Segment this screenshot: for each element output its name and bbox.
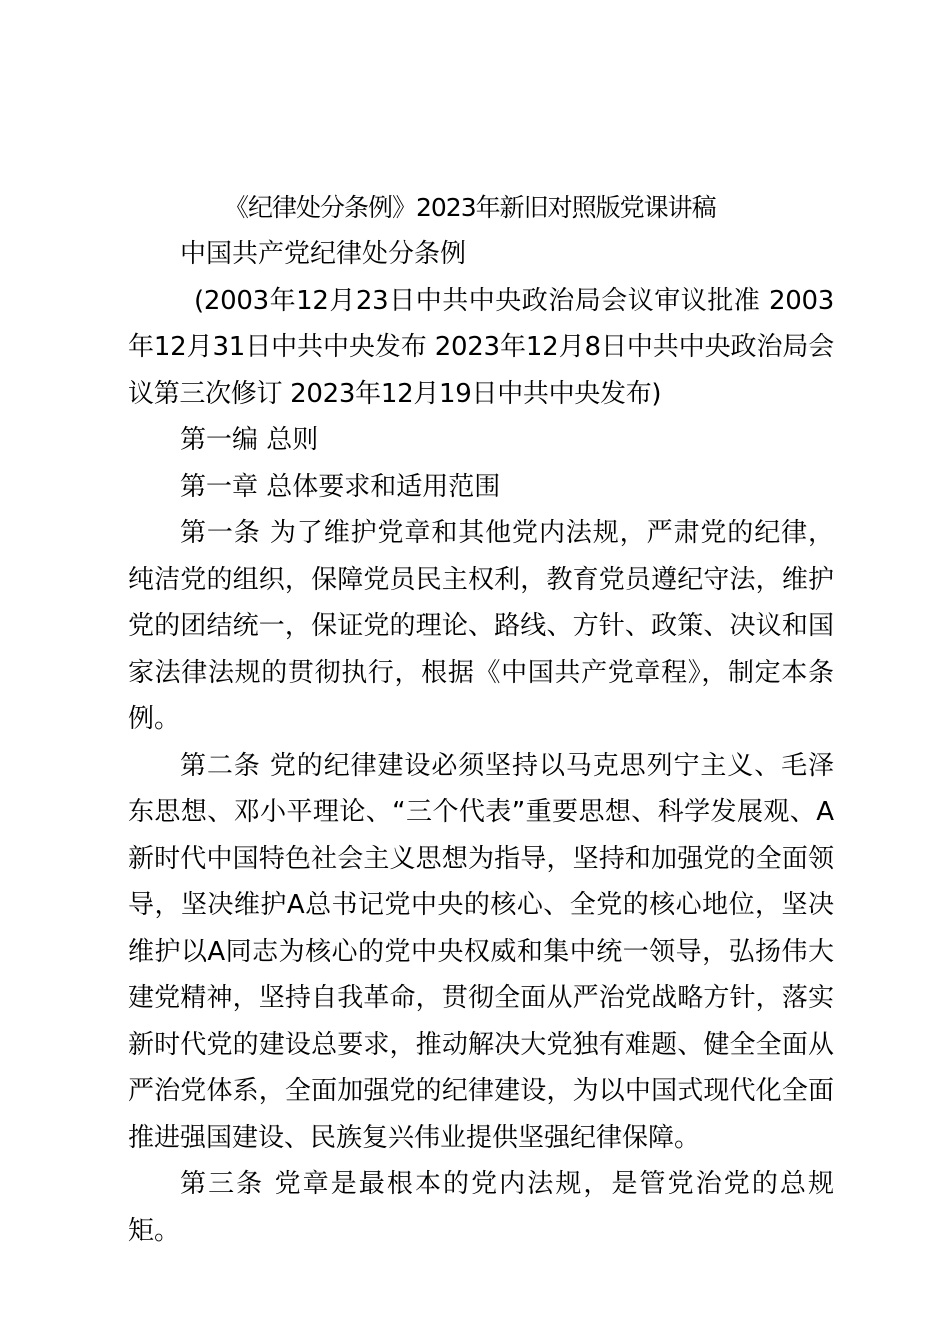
document-body xyxy=(128,185,834,1254)
article-2: 第二条 党的纪律建设必须坚持以马克思列宁主义、毛泽东思想、邓小平理论、“三个代表”重要思想、科学发展观、A新时代中国特色社会主义思想为指导，坚持和加强党的全面领导，坚决维护A总书记党中央的核心、全党的核心地位，坚决维护以A同志为核心的党中央权威和集中统一领导，弘扬伟大建党精神，坚持自我革命，贯彻全面从严治党战略方针，落实新时代党的建设总要求，推动解决大党独有难题、健全全面从严治党体系，全面加强党的纪律建设，为以中国式现代化全面推进强国建设、民族复兴伟业提供坚强纪律保障。 xyxy=(128,750,834,1153)
article-1: 第一条 为了维护党章和其他党内法规，严肃党的纪律，纯洁党的组织，保障党员民主权利，教育党员遵纪守法，维护党的团结统一，保证党的理论、路线、方针、政策、决议和国家法律法规的贯彻执行，根据《中国共产党章程》，制定本条例。 xyxy=(128,518,834,734)
document-title: 《纪律处分条例》2023年新旧对照版党课讲稿 xyxy=(224,193,716,222)
chapter-heading: 第一章 总体要求和适用范围 xyxy=(180,471,501,502)
approval-note: (2003年12月23日中共中央政治局会议审议批准 2003年12月31日中共中央发布 2023年12月8日中共中央政治局会议第三次修订 2023年12月19日中共中央发布) xyxy=(128,285,834,409)
document-subtitle: 中国共产党纪律处分条例 xyxy=(180,239,467,269)
article-3: 第三条 党章是最根本的党内法规，是管党治党的总规矩。 xyxy=(128,1169,834,1246)
part-heading: 第一编 总则 xyxy=(180,425,319,455)
